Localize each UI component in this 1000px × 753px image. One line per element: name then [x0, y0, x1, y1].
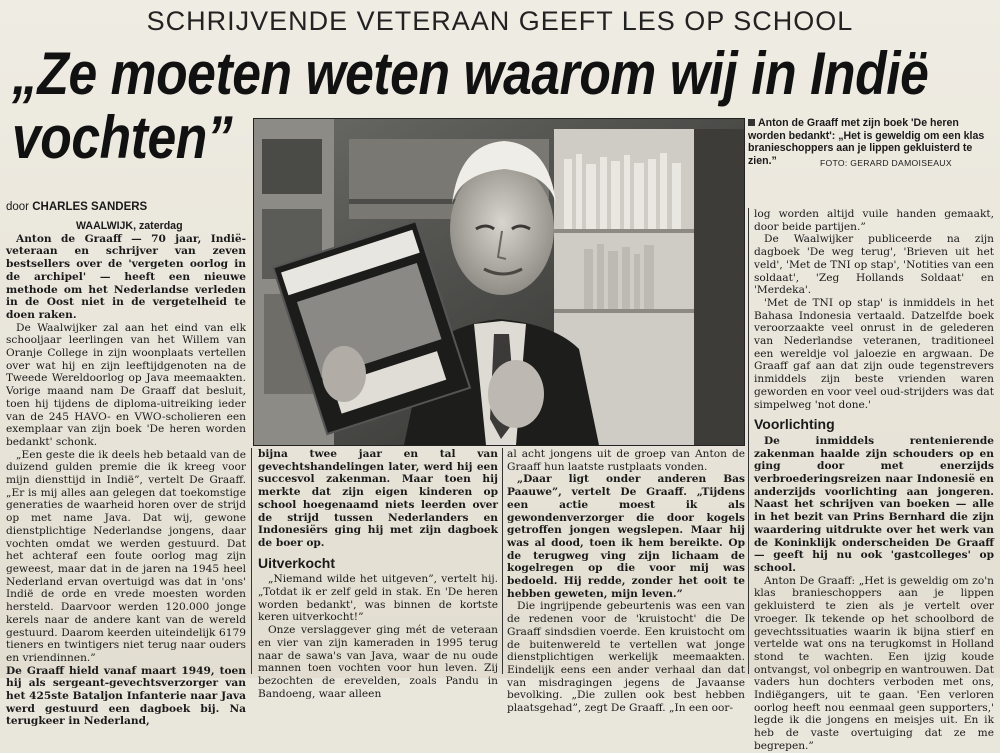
paragraph: „Daar ligt onder anderen Bas Paauwe”, vertelt De Graaff. „Tijdens een actie moest ik als gewondenverzorger die door kogels getroffen jongen wegslepen. Maar hij was al dood, toen ik hem bereikte. Op de terugweg ving zijn lichaam de kogelregen op die voor mij was bedoeld. Hij redde, zonder het ooit te hebben geweten, mijn leven.” [507, 473, 745, 600]
lead-paragraph: Anton de Graaff — 70 jaar, Indië-veteraan en schrijver van zeven bestsellers over de 'vergeten oorlog in de archipel' — heeft een nieuwe methode om het Nederlandse verleden in de Oost niet in de vergetelheid te doen raken. [6, 232, 246, 321]
paragraph: log worden altijd vuile handen gemaakt, door beide partijen.” [754, 208, 994, 233]
column-rule [748, 208, 749, 674]
byline: door CHARLES SANDERS [6, 201, 148, 213]
photo-caption: Anton de Graaff met zijn boek 'De heren worden bedankt': „Het is geweldig om een klas branieschoppers aan je lippen gekluisterd te zien.” [748, 117, 985, 167]
headline-line-2: vochten” [12, 104, 233, 171]
paragraph: De Waalwijker zal aan het eind van elk schooljaar leerlingen van het Willem van Oranje College in zijn woonplaats vertellen over wat hij en zijn leeftijdgenoten na de Tweede Wereldoorlog op Java meemaakten. Vorige maand nam De Graaff dat besluit, toen hij tijdens de diploma-uitreiking ieder van de 245 HAVO- en VWO-scholieren een exemplaar van zijn boek 'De heren worden bedankt' schonk. [6, 321, 246, 448]
column-rule [251, 448, 252, 674]
column-rule [502, 448, 503, 674]
paragraph: Die ingrijpende gebeurtenis was een van de redenen voor de 'kruistocht' die De Graaff sindsdien voerde. Een kruistocht om de buitenwereld te vertellen wat jonge dienstplichtigen werkelijk meemaakten. Eindelijk eens een ander verhaal dan dat van misdragingen jegens de Javaanse bevolking. „Die zullen ook best hebben plaatsgehad”, zegt De Graaff. „In een oor- [507, 600, 745, 715]
subheading-uitverkocht: Uitverkocht [258, 554, 336, 571]
column-3 [507, 448, 745, 715]
column-2 [258, 448, 498, 700]
paragraph: De Waalwijker publiceerde na zijn dagboek 'De weg terug', 'Brieven uit het veld', 'Met de TNI op stap', 'Notities van een soldaat', 'Zeg Hollands Soldaat' en 'Merdeka'. [754, 233, 994, 297]
paragraph: „Een geste die ik deels heb betaald van de duizend gulden premie die ik kreeg voor mijn diensttijd in Indië”, vertelt De Graaff. „Er is mij alles aan gelegen dat toekomstige generaties de waarheid horen over de strijd op met name Java. Dat wij, gewone dienstplichtige Nederlandse jongens, daar vochten omdat we werden gestuurd. Dat het achteraf een foute oorlog mag zijn geweest, maar dat in de jaren na 1945 heel Nederland ervan overtuigd was dat in 'ons' Indië de orde en vrede moesten worden hersteld. Daarvoor werden 120.000 jonge kerels naar de andere kant van de wereld gestuurd. Daarom keerden uiteindelijk 6179 tieners en twintigers niet terug naar ouders en vriendinnen.” [6, 448, 246, 664]
dateline: WAALWIJK, zaterdag [76, 220, 183, 232]
paragraph: „Niemand wilde het uitgeven”, vertelt hij. „Totdat ik er zelf geld in stak. En 'De heren worden bedankt', was binnen de kortste keren uitverkocht!” [258, 573, 498, 624]
paragraph: al acht jongens uit de groep van Anton de Graaff hun laatste rustplaats vonden. [507, 448, 745, 473]
paragraph: 'Met de TNI op stap' is inmiddels in het Bahasa Indonesia vertaald. Datzelfde boek veroorzaakte veel onrust in de gelederen van Nederlandse veteranen, traditioneel een wereldje vol jaloezie en argwaan. De Graaff gaf aan dat zijn oude tegenstrevers inmiddels zijn beste vrienden waren geworden en voor veel oud-strijders was dat simpelweg 'not done.' [754, 296, 994, 411]
photo-credit: FOTO: GERARD DAMOISEAUX [820, 158, 952, 168]
column-1 [6, 220, 246, 728]
column-4 [754, 208, 994, 752]
photo-veteran-with-book [253, 118, 745, 446]
headline-line-1: „Ze moeten weten waarom wij in Indië [12, 40, 929, 107]
kicker-headline: SCHRIJVENDE VETERAAN GEEFT LES OP SCHOOL [146, 6, 854, 36]
caption-bullet-icon [748, 119, 755, 126]
byline-author: CHARLES SANDERS [32, 201, 148, 213]
paragraph: De inmiddels rentenierende zakenman haalde zijn schouders op en ging door met enerzijds verbroederingsreizen naar Indonesië en anderzijds voorlichting aan jongeren. Naast het schrijven van boeken — alle in het bezit van Prins Bernhard die zijn waardering uitdrukte over het werk van de Koninklijk onderscheiden De Graaff — geeft hij nu ook 'gastcolleges' op school. [754, 434, 994, 574]
subheading-voorlichting: Voorlichting [754, 416, 835, 433]
paragraph: bijna twee jaar en tal van gevechtshandelingen later, werd hij een succesvol zakenman. Maar toen hij merkte dat zijn eigen kinderen op school hoegenaamd niets leerden over de strijd tussen Nederlanders en Indonesiërs ging hij met zijn dagboek de boer op. [258, 448, 498, 549]
paragraph: Anton De Graaff: „Het is geweldig om zo'n klas branieschoppers aan je lippen gekluisterd te zien als je vertelt over vroeger. Ik tekende op het schoolbord de gevechtssituaties waarin ik bijna stierf en vertelde wat ons na terugkomst in Holland stond te wachten. Een ijzig koude ontvangst, vol onbegrip en wantrouwen. Dat vaders hun dochters verboden met ons, Indiëgangers, uit te gaan. 'Een verloren oorlog heeft nou eenmaal geen supporters,' legde ik die jongens en meisjes uit. En ik heb de vaste overtuiging dat ze me begrepen.” [754, 574, 994, 752]
paragraph: De Graaff hield vanaf maart 1949, toen hij als sergeant-gevechtsverzorger van het 425ste Bataljon Infanterie naar Java werd gestuurd een dagboek bij. Na terugkeer in Nederland, [6, 664, 246, 728]
paragraph: Onze verslaggever ging mét de veteraan en vier van zijn kameraden in 1995 terug naar de sawa's van Java, waar de nu oude mannen toen vochten voor hun leven. Zij bezochten de erevelden, zoals Pandu in Bandoeng, waar alleen [258, 624, 498, 700]
